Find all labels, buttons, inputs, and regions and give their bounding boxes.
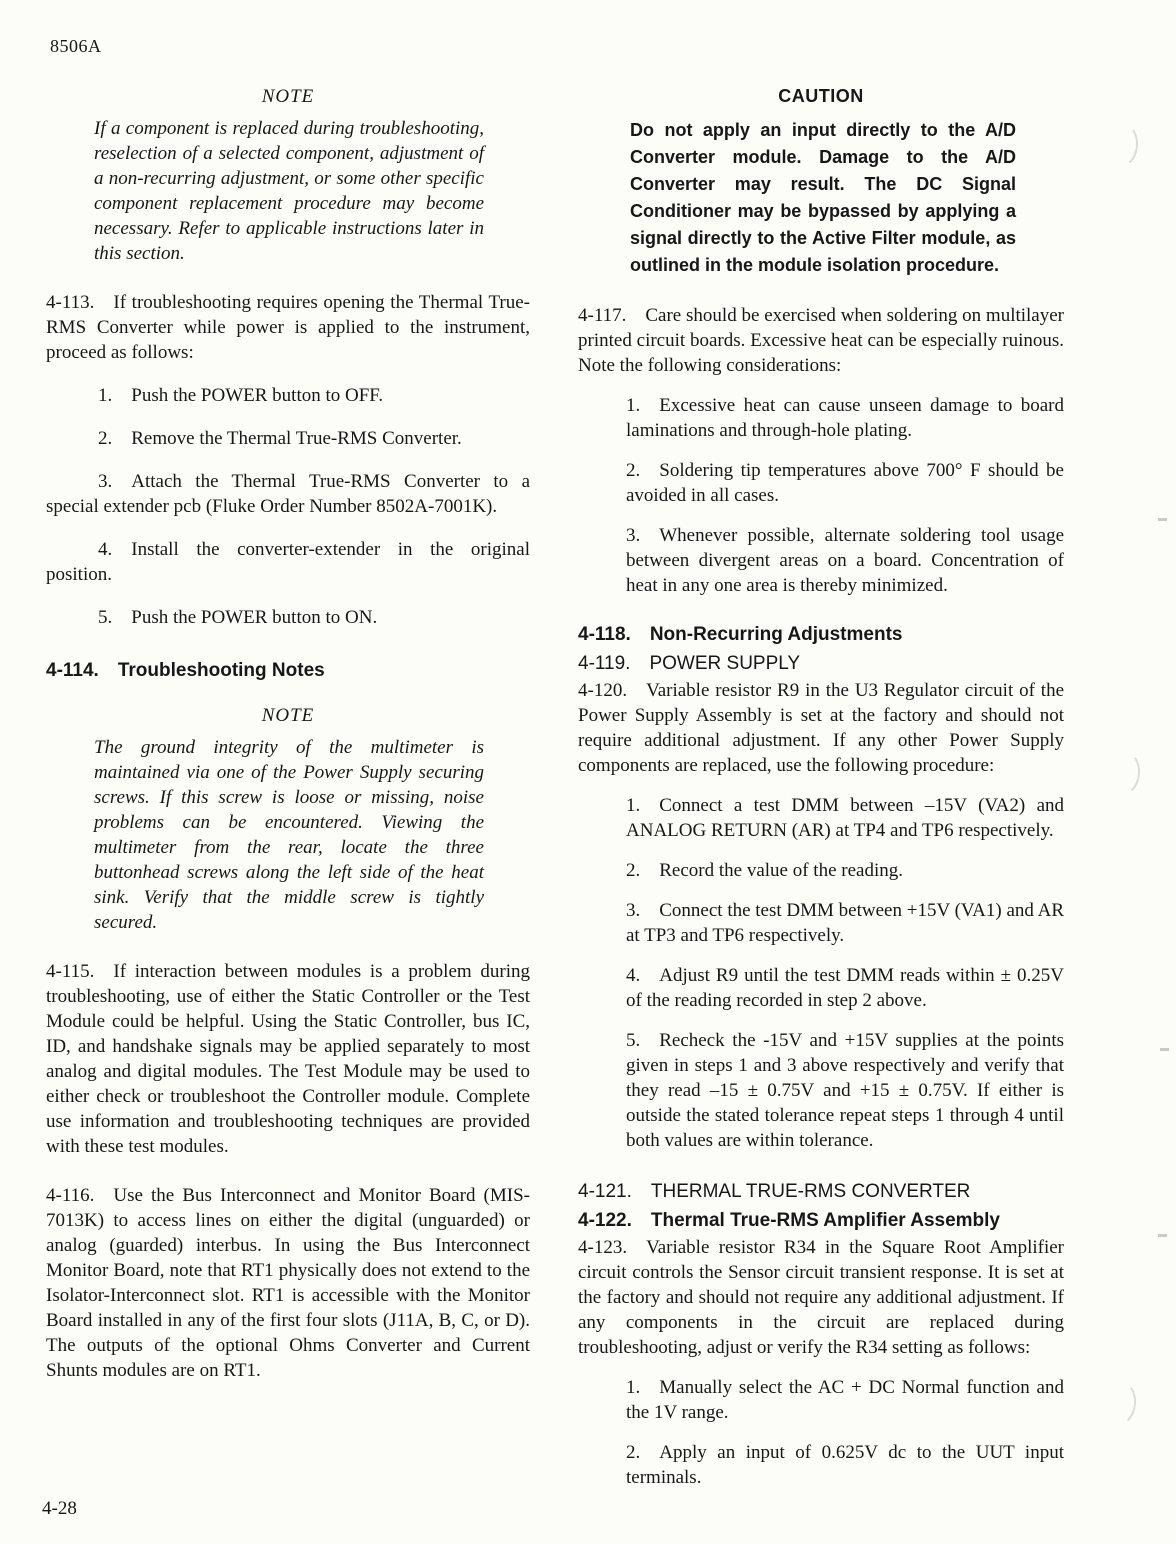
scan-artifact [1160,1048,1169,1051]
procedure-step: 1. Push the POWER button to OFF. [98,385,384,406]
paragraph-4-117: 4-117. Care should be exercised when soldering on multilayer printed circuit boards. Excessive heat can be especially ruinous. Note the following considerations: [578,305,1064,376]
procedure-step: 5. Recheck the -15V and +15V supplies at the points given in steps 1 and 3 above respectively and verify that they read –15 ± 0.75V and +15 ± 0.75V. If either is outside the stated tolerance repeat steps 1 through 4 until both values are within tolerance. [626,1030,1064,1151]
paragraph-4-116: 4-116. Use the Bus Interconnect and Monitor Board (MIS-7013K) to access lines on either the digital (unguarded) or analog (guarded) interbus. In using the Bus Interconnect Monitor Board, note that RT1 physically does not extend to the Isolator-Interconnect slot. RT1 is accessible with the Monitor Board installed in any of the first four slots (J11A, B, C, or D). The outputs of the optional Ohms Converter and Current Shunts modules are on RT1. [46,1185,530,1381]
procedure-step: 4. Adjust R9 until the test DMM reads within ± 0.25V of the reading recorded in step 2 above. [626,965,1064,1011]
scan-artifact [1158,518,1167,521]
section-heading-4-114: 4-114. Troubleshooting Notes [46,660,325,681]
scan-artifact [1102,748,1143,798]
section-heading-4-122: 4-122. Thermal True-RMS Amplifier Assembly [578,1210,1000,1231]
document-model-number: 8506A [50,36,102,56]
paragraph-4-120: 4-120. Variable resistor R9 in the U3 Regulator circuit of the Power Supply Assembly is set at the factory and should not require additional adjustment. If any other Power Supply components are replaced, use the following procedure: [578,680,1064,776]
scan-artifact [1158,1234,1167,1237]
page-number: 4-28 [42,1498,77,1519]
procedure-step: 2. Remove the Thermal True-RMS Converter. [98,428,462,449]
procedure-step: 2. Soldering tip temperatures above 700° F should be avoided in all cases. [626,460,1064,506]
procedure-step: 2. Record the value of the reading. [626,860,903,881]
procedure-step: 1. Connect a test DMM between –15V (VA2) and ANALOG RETURN (AR) at TP4 and TP6 respectively. [626,795,1064,841]
procedure-step: 2. Apply an input of 0.625V dc to the UUT input terminals. [626,1442,1064,1488]
left-column [46,86,530,1383]
note-heading: NOTE [261,705,315,726]
scan-artifact [1098,1378,1139,1428]
paragraph-4-115: 4-115. If interaction between modules is a problem during troubleshooting, use of either the Static Controller or the Test Module could be helpful. Using the Static Controller, bus IC, ID, and handshake signals may be applied separately to most analog and digital modules. The Test Module may be used to either check or troubleshoot the Controller module. Complete use information and troubleshooting techniques are provided with these test modules. [46,961,530,1157]
note-body: The ground integrity of the multimeter is maintained via one of the Power Supply securing screws. If this screw is loose or missing, noise problems can be encountered. Viewing the multimeter from the rear, locate the three buttonhead screws along the left side of the heat sink. Verify that the middle screw is tightly secured. [94,737,484,933]
right-column [578,86,1064,1490]
procedure-step: 5. Push the POWER button to ON. [98,607,378,628]
procedure-step: 1. Manually select the AC + DC Normal function and the 1V range. [626,1377,1064,1423]
paragraph-4-113: 4-113. If troubleshooting requires opening the Thermal True-RMS Converter while power is applied to the instrument, proceed as follows: [46,292,530,363]
note-heading: NOTE [261,86,315,107]
procedure-step: 3. Attach the Thermal True-RMS Converter to a special extender pcb (Fluke Order Number 8502A-7001K). [46,471,530,517]
scan-artifact [1100,120,1141,170]
section-heading-4-119: 4-119. POWER SUPPLY [578,653,801,674]
procedure-step: 3. Connect the test DMM between +15V (VA1) and AR at TP3 and TP6 respectively. [626,900,1064,946]
note-body: If a component is replaced during troubleshooting, reselection of a selected component, adjustment of a non-recurring adjustment, or some other specific component replacement procedure may become necessary. Refer to applicable instructions later in this section. [94,118,484,264]
procedure-step: 4. Install the converter-extender in the original position. [46,539,530,585]
caution-heading: CAUTION [778,86,864,106]
procedure-step: 3. Whenever possible, alternate soldering tool usage between divergent areas on a board. Concentration of heat in any one area is thereby minimized. [626,525,1064,596]
caution-body: Do not apply an input directly to the A/D Converter module. Damage to the A/D Converter may result. The DC Signal Conditioner may be bypassed by applying a signal directly to the Active Filter module, as outlined in the module isolation procedure. [630,120,1016,275]
procedure-step: 1. Excessive heat can cause unseen damage to board laminations and through-hole plating. [626,395,1064,441]
paragraph-4-123: 4-123. Variable resistor R34 in the Square Root Amplifier circuit controls the Sensor circuit transient response. It is set at the factory and should not require any additional adjustment. If any components in the circuit are replaced during troubleshooting, adjust or verify the R34 setting as follows: [578,1237,1064,1358]
section-heading-4-118: 4-118. Non-Recurring Adjustments [578,624,903,645]
section-heading-4-121: 4-121. THERMAL TRUE-RMS CONVERTER [578,1181,971,1202]
two-column-layout [46,86,1064,1490]
